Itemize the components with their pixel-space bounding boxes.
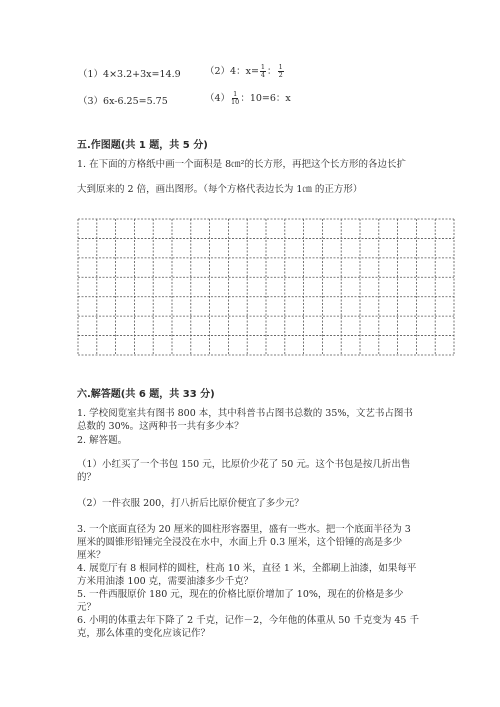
equation-2-prefix: （2）4：x= [205,66,259,77]
fraction-numerator: 1 [233,90,238,98]
section-5-question-1-line-2: 大到原来的 2 倍，画出图形。（每个方格代表边长为 1㎝ 的正方形） [77,184,363,195]
fraction-denominator: 10 [231,98,240,106]
question-6-line-1: 6. 小明的体重去年下降了 2 千克，记作－2，今年他的体重从 50 千克变为 45 千 [77,615,419,626]
equation-4-suffix: ：10=6：x [240,93,291,104]
question-1-line-2: 总数的 30%。这两种书一共有多少本？ [77,421,244,432]
equation-2 [205,63,285,79]
equation-4 [205,90,291,106]
section-5-title: 五.作图题(共 1 题，共 5 分) [77,140,208,151]
question-2-part-1-line-1: （1）小红买了一个书包 150 元，比原价少花了 50 元。这个书包是按几折出售 [77,459,411,470]
section-5-question-1-line-1: 1. 在下面的方格纸中画一个面积是 8㎝²的长方形，再把这个长方形的各边长扩 [77,159,406,170]
fraction-one-quarter [260,64,266,79]
question-4-line-1: 4. 展览厅有 8 根同样的圆柱，柱高 10 米，直径 1 米，全都刷上油漆，如果每平 [77,563,417,574]
question-3-line-2: 厘米的圆锥形铅锤完全浸没在水中，水面上升 0.3 厘米，这个铅锤的高是多少 [77,537,403,548]
question-3-line-1: 3. 一个底面直径为 20 厘米的圆柱形容器里，盛有一些水。把一个底面半径为 3 [77,524,411,535]
fraction-numerator: 1 [278,63,283,71]
section-6-title: 六.解答题(共 6 题，共 33 分) [77,389,215,400]
ratio-colon: ： [267,66,277,77]
grid-paper[interactable] [77,218,455,356]
fraction-denominator: 4 [260,71,266,79]
question-5-line-2: 元？ [77,602,97,613]
question-2-part-1-line-2: 的？ [77,472,97,483]
question-5-line-1: 5. 一件西服原价 180 元，现在的价格比原价增加了 10%，现在的价格是多少 [77,589,404,600]
equation-3: （3）6x-6.25=5.75 [78,96,168,107]
fraction-one-tenth [231,91,239,106]
question-2-part-2: （2）一件衣服 200，打八折后比原价便宜了多少元？ [77,498,304,509]
equation-1: （1）4×3.2+3x=14.9 [78,69,181,80]
question-4-line-2: 方米用油漆 100 克，需要油漆多少千克？ [77,576,254,587]
fraction-one-half [278,64,284,79]
question-1-line-1: 1. 学校阅览室共有图书 800 本，其中科普书占图书总数的 35%，文艺书占图书 [77,408,413,419]
question-3-line-3: 厘米？ [77,550,106,561]
fraction-numerator: 1 [260,63,266,71]
question-2-title: 2. 解答题。 [77,435,128,446]
question-6-line-2: 克，那么体重的变化应该记作？ [77,628,211,639]
equation-4-prefix: （4） [205,93,231,104]
fraction-denominator: 2 [278,71,283,79]
